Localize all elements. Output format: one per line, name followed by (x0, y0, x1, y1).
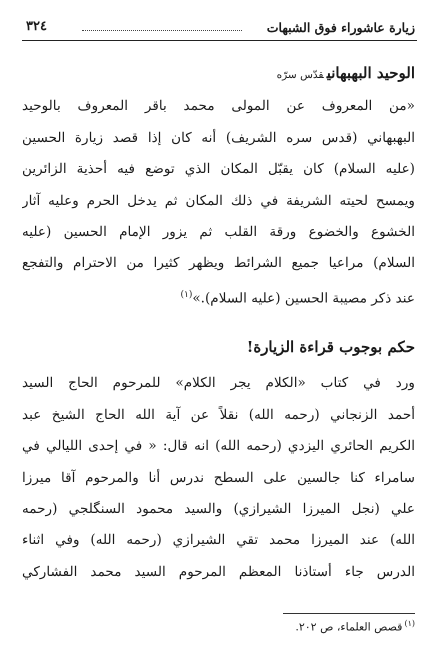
paragraph-line: (عليه السلام) كان يقبّل المكان الذي توضع فيه أحذية الزائرين (22, 161, 415, 177)
paragraph-line: البهبهاني (قدس سره الشريف) أنه كان إذا قصد زيارة الحسين (22, 130, 415, 146)
paragraph-line-text: عند ذكر مصيبة الحسين (عليه السلام).» (192, 290, 415, 307)
section-heading-ruling: حكم بوجوب قراءة الزيارة! (246, 338, 415, 356)
footnote-number: (١) (404, 619, 415, 628)
honorific-glyph: قدّس سرّه (276, 69, 324, 81)
footnote-marker: (١) (180, 290, 193, 300)
paragraph-line: ويمسح لحيته الشريفة في ذلك المكان ثم يدخل الحرم وعليه آثار (22, 193, 415, 209)
paragraph-line: أحمد الزنجاني (رحمه الله) نقلاً عن آية الله الحاج الشيخ عبد (22, 407, 415, 423)
paragraph-line: سامراء كنا جالسين على السطح ندرس أنا والمرحوم آقا ميرزا (22, 470, 415, 486)
running-header-title: زيارة عاشوراء فوق الشبهات (266, 20, 415, 35)
section-heading-text: الوحيد البهبهاني (326, 64, 415, 82)
header-dotted-leader (82, 30, 242, 31)
paragraph-line: علي (نجل الميرزا الشيرازي) والسيد محمود السنگلجي (رحمه (22, 501, 415, 517)
paragraph-line: الخشوع والخضوع ورقة القلب ثم يزور الإمام الحسين (عليه (22, 224, 415, 240)
paragraph-line: الدرس جاء أستاذنا المعظم المرحوم السيد محمد الفشاركي (22, 564, 415, 580)
paragraph-line: السلام) مراعيا جميع الشرائط ويظهر كثيرا من الاحترام والتفجع (22, 255, 415, 271)
running-header (22, 18, 417, 41)
paragraph-line: الله) عند الميرزا محمد تقي الشيرازي (رحمه الله) وفي اثناء (22, 532, 415, 548)
section-heading-behbahani (277, 64, 415, 82)
paragraph-line: ورد في كتاب «الكلام يجر الكلام» للمرحوم الحاج السيد (22, 375, 415, 391)
paragraph-line: الكريم الحائري اليزدي (رحمه الله) انه قال: « في إحدى الليالي في (22, 438, 415, 454)
page-number: ٣٢٤ (26, 19, 47, 34)
footnote-divider (283, 613, 415, 614)
footnote-text: قصص العلماء، ص ٢٠٢. (295, 620, 403, 634)
paragraph-line: «من المعروف عن المولى محمد باقر المعروف بالوحيد (22, 98, 415, 114)
paragraph-line-last (22, 285, 415, 309)
footnote (295, 619, 415, 634)
